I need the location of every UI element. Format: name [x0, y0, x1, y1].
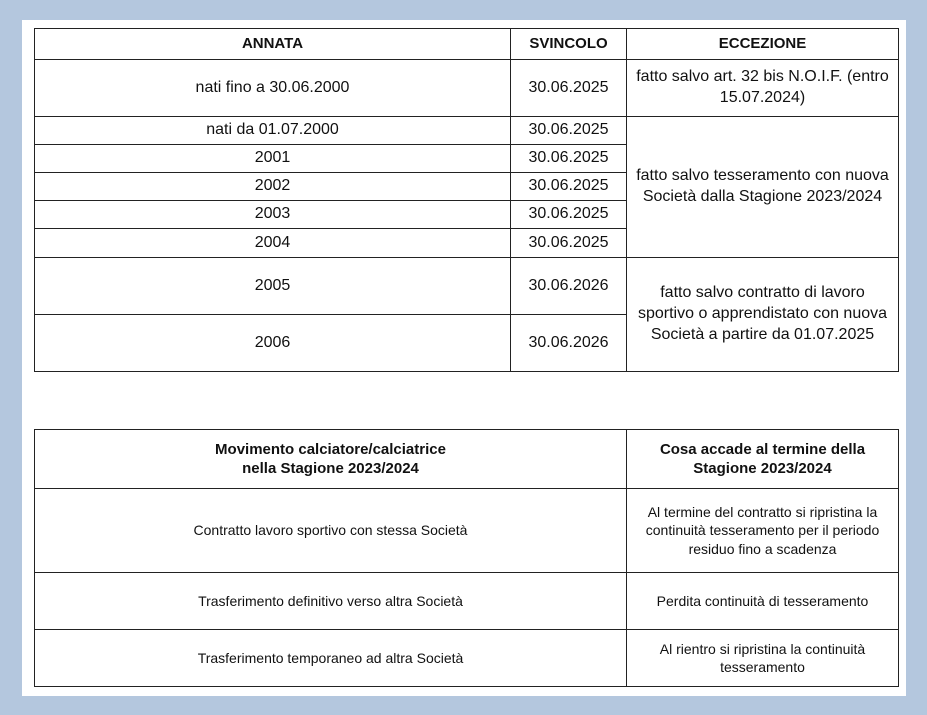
header-movimento-line1: Movimento calciatore/calciatrice	[215, 440, 446, 458]
eccezione-cell: fatto salvo tesseramento con nuova Società dalla Stagione 2023/2024	[627, 117, 899, 258]
header-svincolo: SVINCOLO	[511, 29, 627, 60]
annata-cell: 2002	[35, 173, 511, 201]
table-header-row	[35, 29, 899, 60]
esito-cell: Perdita continuità di tesseramento	[627, 573, 899, 630]
movimento-cell: Contratto lavoro sportivo con stessa Società	[35, 489, 627, 573]
header-cosa-accade: Cosa accade al termine della Stagione 2023/2024	[627, 430, 899, 489]
header-movimento	[35, 430, 627, 489]
table-row	[35, 489, 899, 573]
annata-cell: nati fino a 30.06.2000	[35, 60, 511, 117]
svincolo-cell: 30.06.2025	[511, 117, 627, 145]
table-header-row	[35, 430, 899, 489]
header-movimento-line2: nella Stagione 2023/2024	[242, 460, 419, 477]
annata-cell: 2005	[35, 258, 511, 315]
eccezione-cell: fatto salvo contratto di lavoro sportivo o apprendistato con nuova Società a partire da 01.07.2025	[627, 258, 899, 372]
annata-cell: 2006	[35, 315, 511, 372]
svincolo-cell: 30.06.2026	[511, 258, 627, 315]
table-row	[35, 258, 899, 315]
table-row	[35, 573, 899, 630]
header-eccezione: ECCEZIONE	[627, 29, 899, 60]
table-row	[35, 117, 899, 145]
esito-cell: Al termine del contratto si ripristina la continuità tesseramento per il periodo residuo fino a scadenza	[627, 489, 899, 573]
table-row	[35, 60, 899, 117]
svincolo-cell: 30.06.2025	[511, 201, 627, 229]
svincolo-cell: 30.06.2026	[511, 315, 627, 372]
svincolo-cell: 30.06.2025	[511, 173, 627, 201]
table-row	[35, 630, 899, 687]
annata-cell: 2001	[35, 145, 511, 173]
header-annata: ANNATA	[35, 29, 511, 60]
svincolo-cell: 30.06.2025	[511, 229, 627, 258]
annata-cell: 2003	[35, 201, 511, 229]
eccezione-cell: fatto salvo art. 32 bis N.O.I.F. (entro 15.07.2024)	[627, 60, 899, 117]
movimento-cell: Trasferimento definitivo verso altra Società	[35, 573, 627, 630]
svincolo-cell: 30.06.2025	[511, 145, 627, 173]
svincolo-table	[34, 28, 899, 372]
svincolo-cell: 30.06.2025	[511, 60, 627, 117]
esito-cell: Al rientro si ripristina la continuità tesseramento	[627, 630, 899, 687]
movimento-table	[34, 429, 899, 687]
annata-cell: nati da 01.07.2000	[35, 117, 511, 145]
movimento-cell: Trasferimento temporaneo ad altra Società	[35, 630, 627, 687]
annata-cell: 2004	[35, 229, 511, 258]
